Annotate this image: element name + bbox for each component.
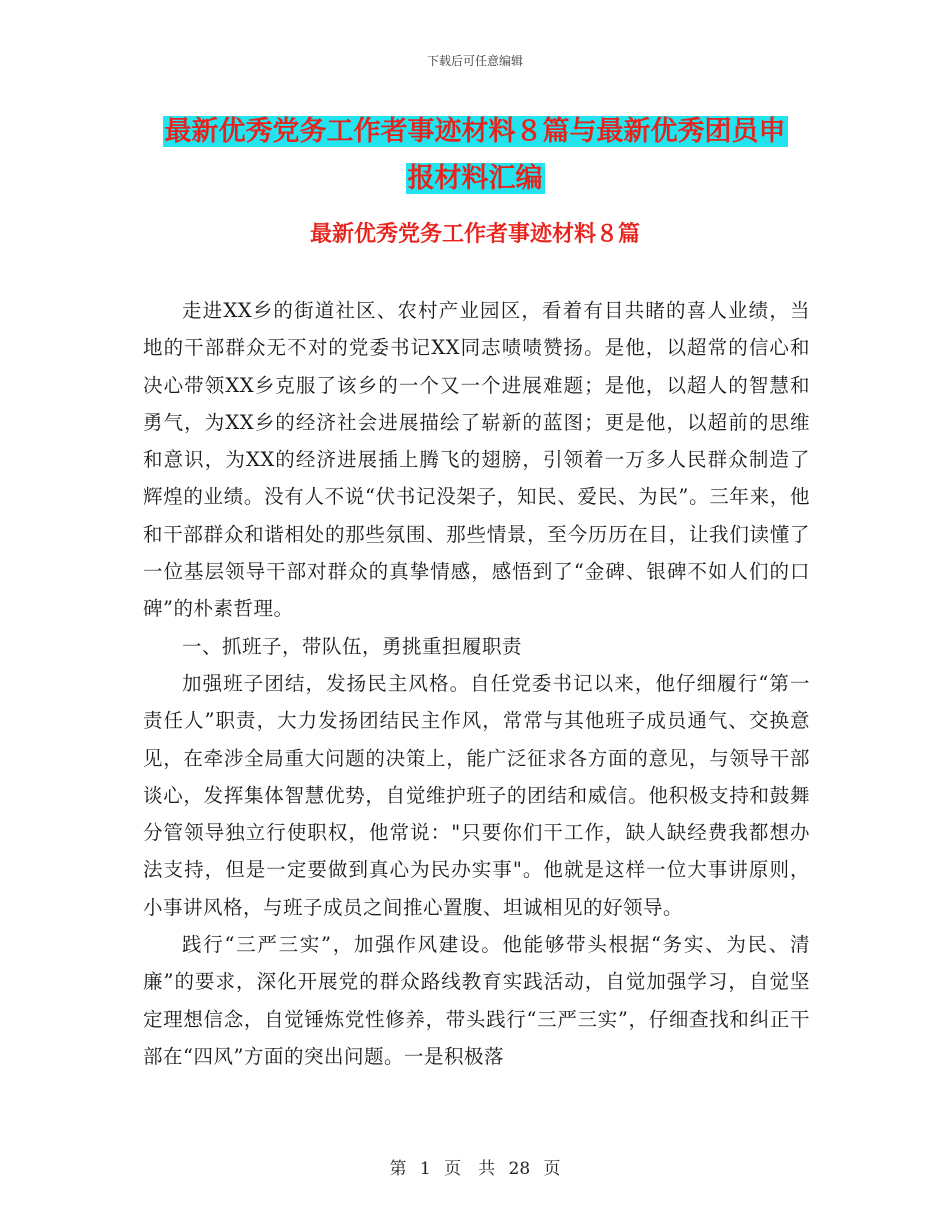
page-prefix: 第 (389, 1159, 407, 1179)
page-footer (0, 1154, 950, 1179)
document-title-line2: 报材料汇编 (407, 163, 543, 194)
paragraph-heading: 一、抓班子，带队伍，勇挑重担履职责 (182, 634, 523, 658)
page-current: 1 (419, 1159, 431, 1179)
document-title (0, 108, 950, 202)
page-suffix: 页 (543, 1159, 561, 1179)
paragraph: 践行“三严三实”，加强作风建设。他能够带头根据“务实、为民、清廉”的要求，深化开展党的群众路线教育实践活动，自觉加强学习，自觉坚定理想信念，自觉锤炼党性修养，带头践行“三严三实”，仔细查找和纠正干部在“四风”方面的突出问题。一是积极落 (143, 933, 810, 1068)
document-title-line1: 最新优秀党务工作者事迹材料８篇与最新优秀团员申 (164, 116, 786, 147)
section-title: 最新优秀党务工作者事迹材料８篇 (309, 222, 640, 247)
header-note: 下载后可任意编辑 (426, 54, 523, 68)
page-total: 28 (508, 1159, 531, 1179)
paragraph: 加强班子团结，发扬民主风格。自任党委书记以来，他仔细履行“第一责任人”职责，大力发扬团结民主作风，常常与其他班子成员通气、交换意见，在牵涉全局重大问题的决策上，能广泛征求各方面的意见，与领导干部谈心，发挥集体智慧优势，自觉维护班子的团结和威信。他积极支持和鼓舞分管领导独立行使职权，他常说："只要你们干工作，缺人缺经费我都想办法支持，但是一定要做到真心为民办实事"。他就是这样一位大事讲原则，小事讲风格，与班子成员之间推心置腹、坦诚相见的好领导。 (143, 671, 810, 919)
document-body (143, 292, 810, 1075)
paragraph: 走进XX乡的街道社区、农村产业园区，看着有目共睹的喜人业绩，当地的干部群众无不对的党委书记XX同志啧啧赞扬。是他，以超常的信心和决心带领XX乡克服了该乡的一个又一个进展难题；是他，以超人的智慧和勇气，为XX乡的经济社会进展描绘了崭新的蓝图；更是他，以超前的思维和意识，为XX的经济进展插上腾飞的翅膀，引领着一万多人民群众制造了辉煌的业绩。没有人不说“伏书记没架子，知民、爱民、为民”。三年来，他和干部群众和谐相处的那些氛围、那些情景，至今历历在目，让我们读懂了一位基层领导干部对群众的真挚情感，感悟到了“金碑、银碑不如人们的口碑”的朴素哲理。 (143, 299, 810, 621)
page-mid: 页 共 (444, 1159, 496, 1179)
